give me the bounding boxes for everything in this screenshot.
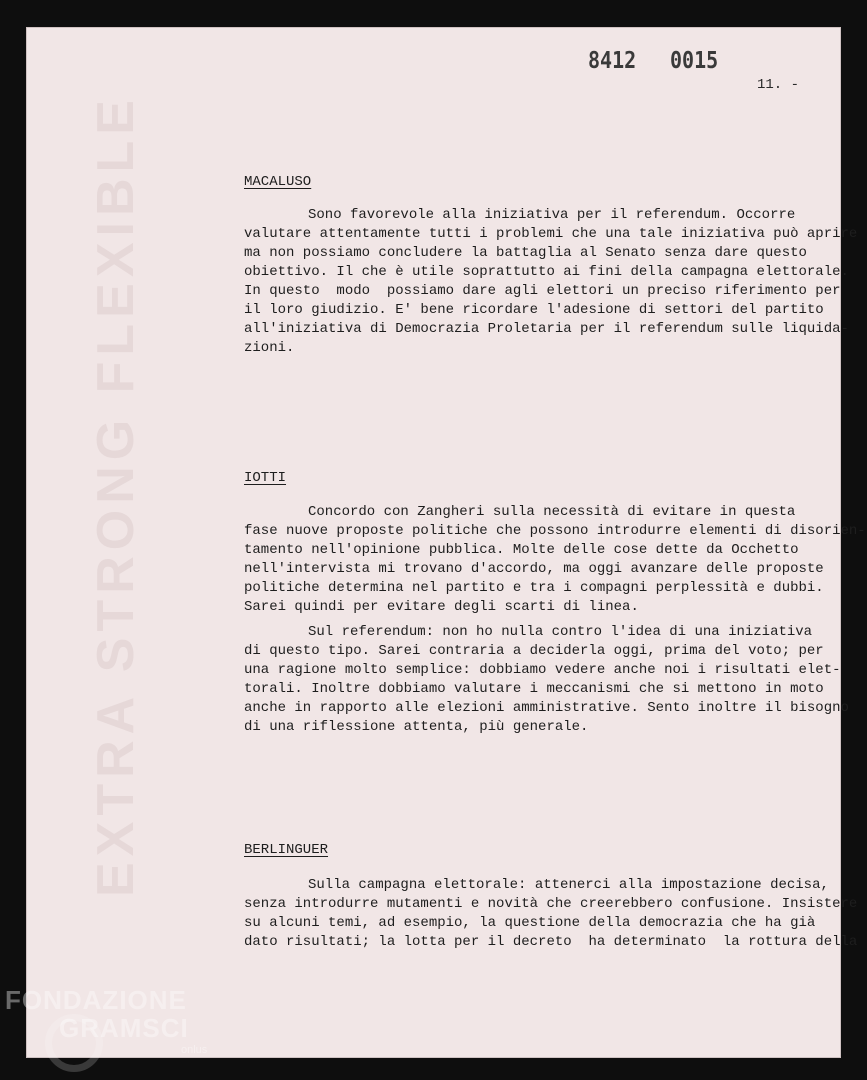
text-line: ma non possiamo concludere la battaglia al Senato senza dare questo	[244, 245, 807, 261]
text-line: zioni.	[244, 340, 295, 356]
text-line: Sono favorevole alla iniziativa per il referendum. Occorre	[308, 207, 796, 223]
text-line: anche in rapporto alle elezioni amministrative. Sento inoltre il bisogno	[244, 700, 849, 716]
text-line: di una riflessione attenta, più generale.	[244, 719, 589, 735]
text-line: obiettivo. Il che è utile soprattutto ai fini della campagna elettorale.	[244, 264, 849, 280]
logo-line-3: onlus	[181, 1044, 208, 1056]
speaker-heading-iotti: IOTTI	[244, 470, 287, 486]
text-line: valutare attentamente tutti i problemi che una tale iniziativa può aprire	[244, 226, 858, 242]
paragraph	[244, 876, 858, 952]
text-line: senza introdurre mutamenti e novità che creerebbero confusione. Insistere	[244, 896, 858, 912]
text-line: tamento nell'opinione pubblica. Molte delle cose dette da Occhetto	[244, 542, 799, 558]
logo-line-2: GRAMSCI	[59, 1013, 189, 1043]
text-line: il loro giudizio. E' bene ricordare l'adesione di settori del partito	[244, 302, 824, 318]
logo-g-mark-icon	[45, 1014, 103, 1072]
paper-watermark: EXTRA STRONG FLEXIBLE	[87, 94, 145, 897]
archive-stamp-sheet: 0015	[670, 46, 719, 74]
text-line: una ragione molto semplice: dobbiamo vedere anche noi i risultati elet-	[244, 662, 841, 678]
text-line: fase nuove proposte politiche che possono introdurre elementi di disorien-	[244, 523, 866, 539]
text-line: Sulla campagna elettorale: attenerci alla impostazione decisa,	[308, 877, 829, 893]
page-number: 11. -	[757, 77, 800, 93]
text-line: Sarei quindi per evitare degli scarti di linea.	[244, 599, 639, 615]
archive-stamp-number: 8412	[588, 46, 637, 74]
speaker-heading-macaluso: MACALUSO	[244, 174, 312, 190]
text-line: Sul referendum: non ho nulla contro l'idea di una iniziativa	[308, 624, 813, 640]
paragraph	[244, 623, 849, 737]
fondazione-gramsci-logo	[5, 985, 208, 1056]
text-line: In questo modo possiamo dare agli elettori un preciso riferimento per	[244, 283, 841, 299]
text-line: su alcuni temi, ad esempio, la questione della democrazia che ha già	[244, 915, 816, 931]
text-line: politiche determina nel partito e tra i compagni perplessità e dubbi.	[244, 580, 824, 596]
text-line: Concordo con Zangheri sulla necessità di evitare in questa	[308, 504, 796, 520]
speaker-heading-berlinguer: BERLINGUER	[244, 842, 329, 858]
text-line: nell'intervista mi trovano d'accordo, ma oggi avanzare delle proposte	[244, 561, 824, 577]
text-line: di questo tipo. Sarei contraria a deciderla oggi, prima del voto; per	[244, 643, 824, 659]
logo-line-1: FONDAZIONE	[5, 985, 187, 1015]
text-line: dato risultati; la lotta per il decreto ha determinato la rottura della	[244, 934, 858, 950]
text-line: all'iniziativa di Democrazia Proletaria per il referendum sulle liquida-	[244, 321, 849, 337]
paragraph	[244, 206, 858, 358]
paragraph	[244, 503, 866, 617]
text-line: torali. Inoltre dobbiamo valutare i meccanismi che si mettono in moto	[244, 681, 824, 697]
